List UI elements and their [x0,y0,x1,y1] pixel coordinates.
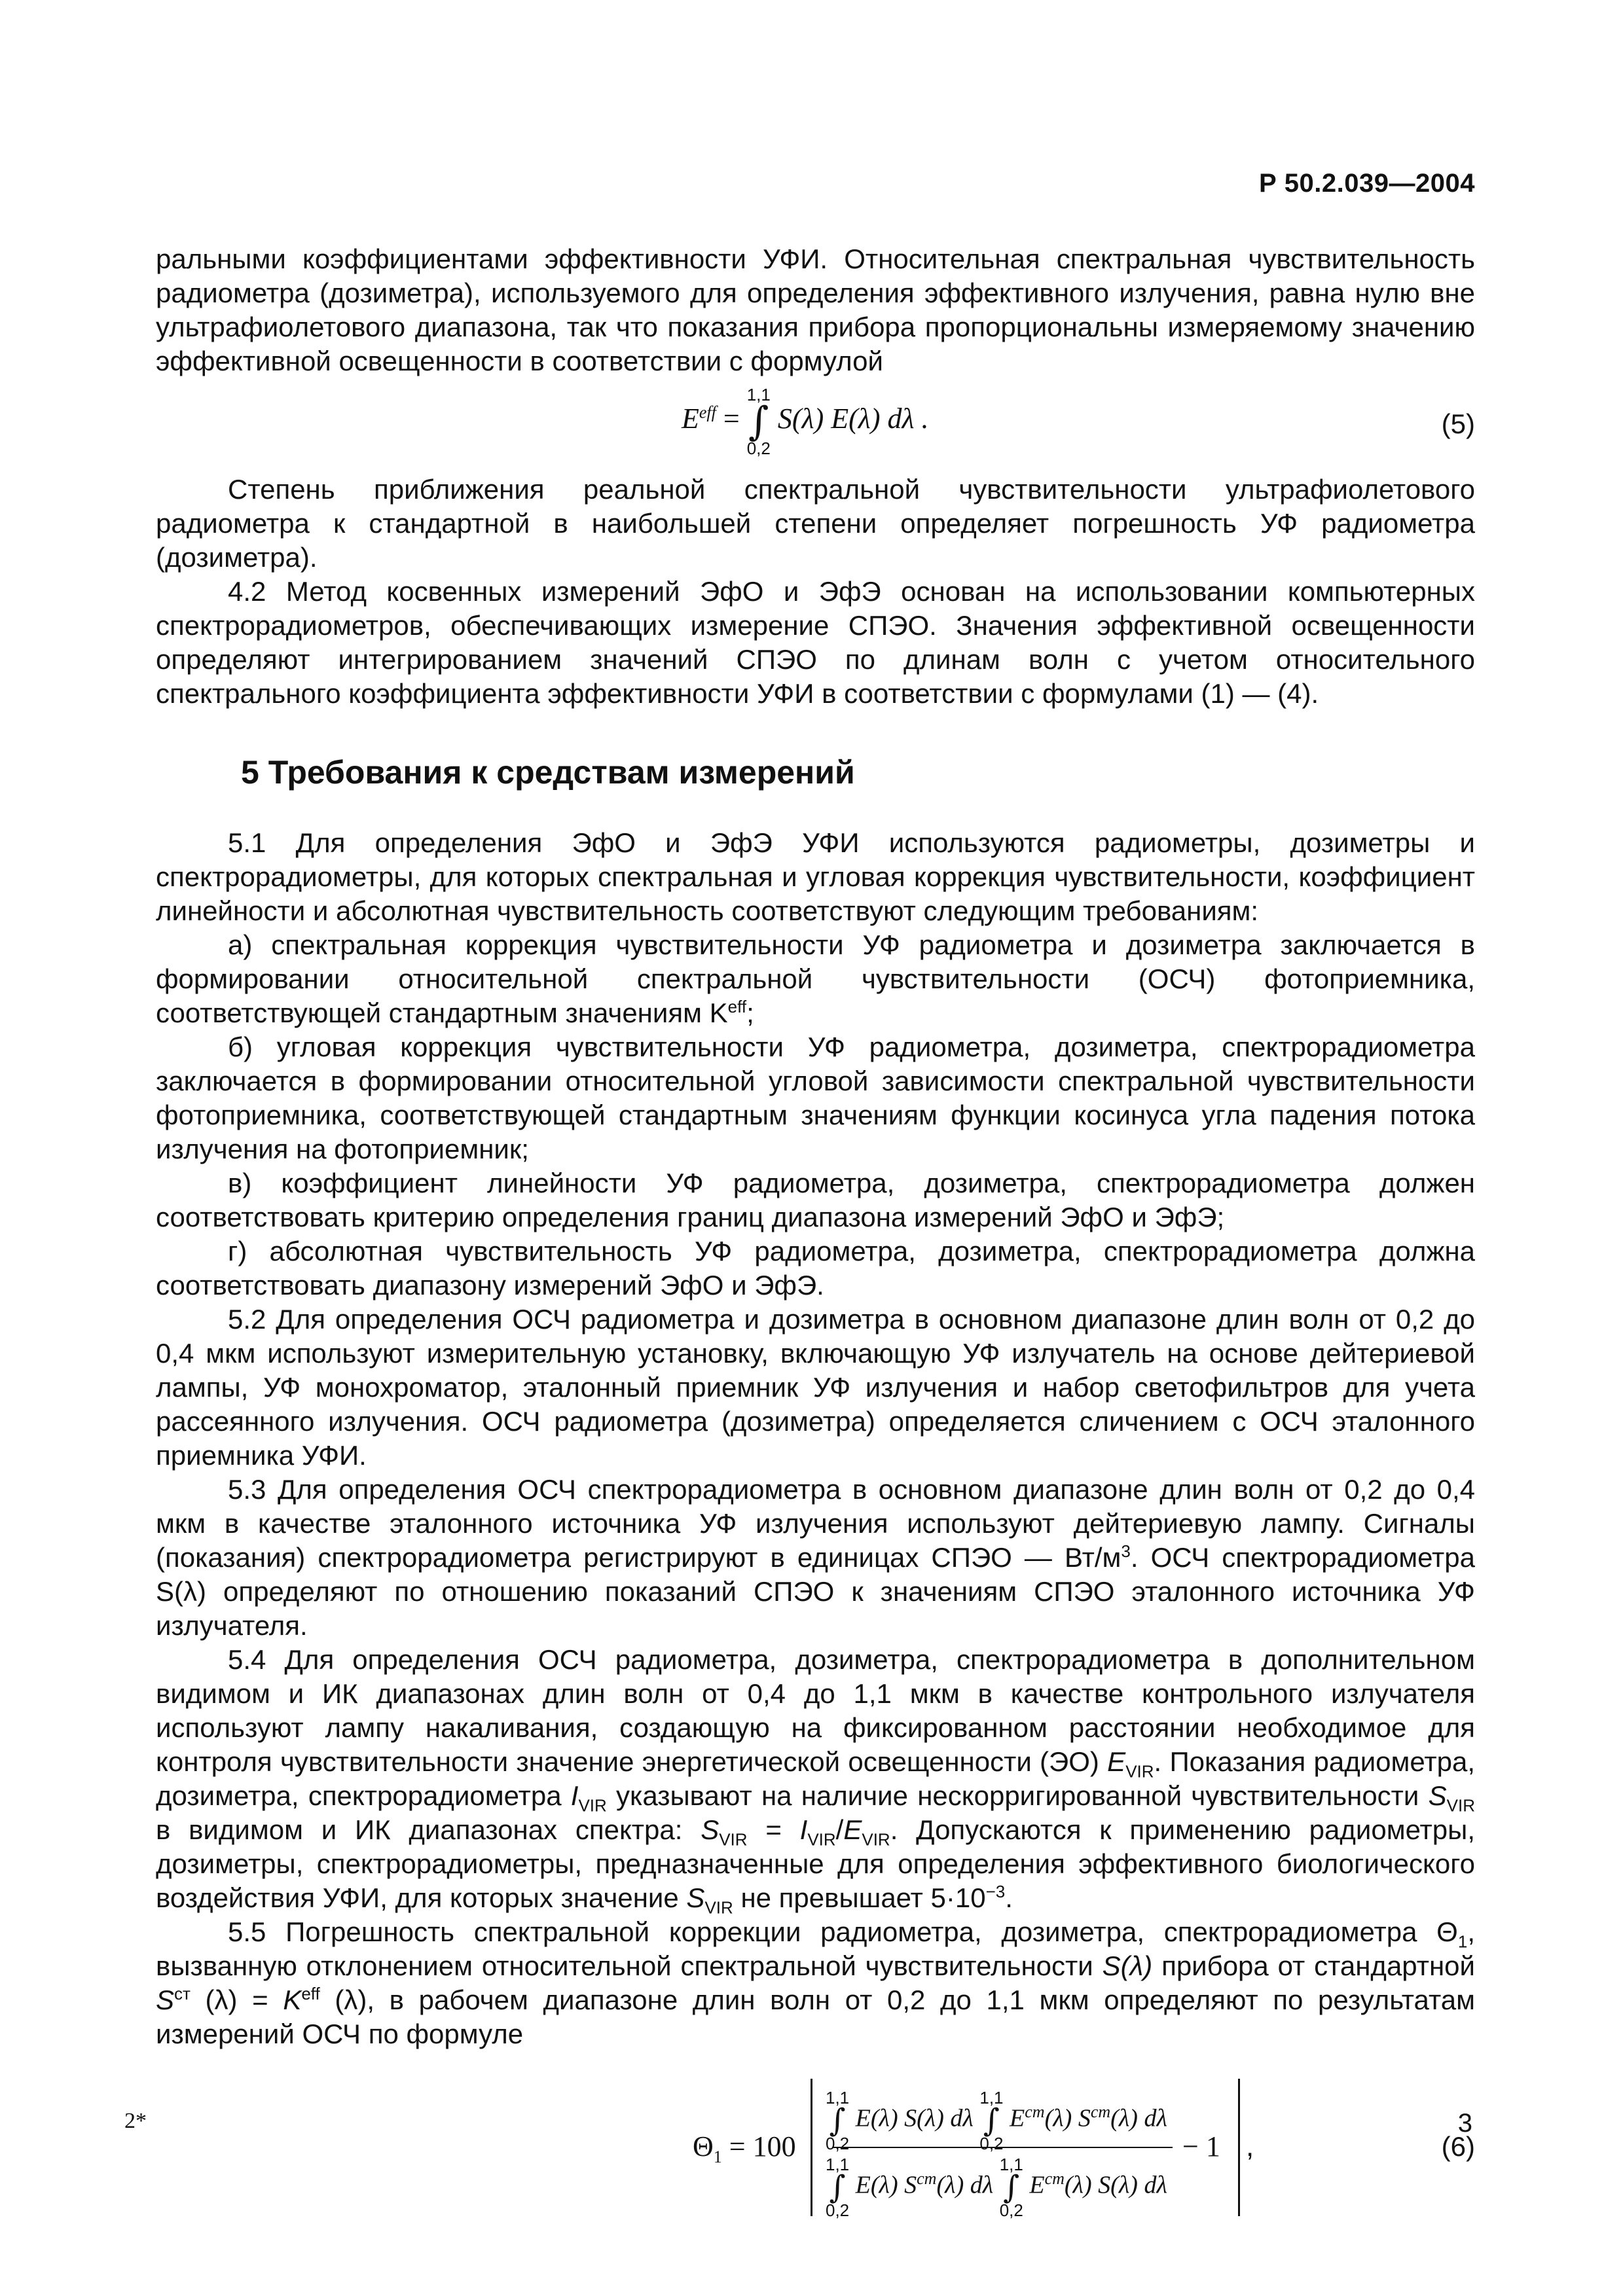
fraction-bar [832,2147,1173,2148]
integrand: S(λ) E(λ) dλ . [777,403,929,435]
paragraph-5-2: 5.2 Для определения ОСЧ радиометра и дозиметра в основном диапазоне длин волн от 0,2 до 0,4 мкм используют измерительную установку, включающую УФ излучатель на основе дейтериевой лампы, УФ монохроматор, эталонный приемник УФ излучения и набор светофильтров для учета рассеянного излучения. ОСЧ радиометра (дозиметра) определяется сличением с ОСЧ эталонного приемника УФИ. [156,1304,1475,1471]
absolute-value-bars [811,2079,1240,2220]
list-item-g: г) абсолютная чувствительность УФ радиометра, дозиметра, спектрорадиометра должна соответствовать диапазону измерений ЭфО и ЭфЭ. [156,1236,1475,1300]
equation-6-comma: , [1246,2130,1254,2162]
document-body [156,242,1475,2223]
list-item-a: а) спектральная коррекция чувствительности УФ радиометра и дозиметра заключается в формировании относительной спектральной чувствительности (ОСЧ) фотоприемника, соответствующей стандартным значениям $K^{eff}$; [156,929,1475,1028]
fraction-numerator: 1,1 ∫ 0,2 E(λ) S(λ) dλ 1,1 ∫ 0,2 $E^{ст}(\lambda)$ $S^{ст}(\lambda)$ dλ [826,2088,1167,2153]
page-number: 3 [1457,2109,1472,2138]
fraction-denominator: 1,1 ∫ 0,2 E(λ) $S^{ст}(\lambda)$ dλ 1,1 ∫ 0,2 $E^{ст}(\lambda)$ S(λ) dλ [826,2155,1167,2220]
integral-sign: 1,1 ∫ 0,2 [746,385,771,458]
paragraph-5-3: 5.3 Для определения ОСЧ спектрорадиометра в основном диапазоне длин волн от 0,2 до 0,4 мкм в качестве эталонного источника УФ излучения используют дейтериевую лампу. Сигналы (показания) спектрорадиометра регистрируют в единицах СПЭО — $Вт/м^3$. ОСЧ спектрорадиометра S(λ) определяют по отношению показаний СПЭО к значениям СПЭО эталонного источника УФ излучателя. [156,1474,1476,1641]
standard-id-header: Р 50.2.039—2004 [1259,169,1475,198]
paragraph-intro: ральными коэффициентами эффективности УФИ. Относительная спектральная чувствительность радиометра (дозиметра), используемого для определения эффективного излучения, равна нулю вне ультрафиолетового диапазона, так что показания прибора пропорциональны измеряемому значению эффективной освещенности в соответствии с формулой [156,243,1475,376]
equation-6-lhs: $\Theta_1 = 100$ [693,2130,796,2166]
section-5-title: 5 Требования к средствам измерений [241,754,855,791]
paragraph-5-1: 5.1 Для определения ЭфО и ЭфЭ УФИ используются радиометры, дозиметры и спектрорадиометры, для которых спектральная и угловая коррекция чувствительности, коэффициент линейности и абсолютная чувствительность соответствуют следующим требованиям: [156,827,1475,926]
equation-number-5: (5) [1441,408,1475,439]
equation-5-expression: $E^{eff}$ = 1,1 ∫ 0,2 S(λ) E(λ) dλ . [682,385,929,458]
minus-one: − 1 [1182,2130,1220,2162]
paragraph-5-4: 5.4 Для определения ОСЧ радиометра, дозиметра, спектрорадиометра в дополнительном видимом и ИК диапазонах длин волн от 0,4 до 1,1 мкм в качестве контрольного излучателя используют лампу накаливания, создающую на фиксированном расстоянии необходимое для контроля чувствительности значение энергетической освещенности (ЭО) $E_{VIR}$. Показания радиометра, дозиметра, спектрорадиометра $I_{VIR}$ указывают на наличие нескорригированной чувствительности $S_{VIR}$ в видимом и ИК диапазонах спектра: $S_{VIR} = I_{VIR}/E_{VIR}$. Допускаются к применению радиометры, дозиметры, спектрорадиометры, предназначенные для определения эффективного биологического воздействия УФИ, для которых значение $S_{VIR}$ не превышает $5\cdot 10^{-3}$. [156,1644,1476,1918]
paragraph-4-2: 4.2 Метод косвенных измерений ЭфО и ЭфЭ основан на использовании компьютерных спектрорадиометров, обеспечивающих измерение СПЭО. Значения эффективной освещенности определяют интегрированием значений СПЭО по длинам волн с учетом относительного спектрального коэффициента эффективности УФИ в соответствии с формулами (1) — (4). [156,576,1475,709]
equation-5 [156,382,1475,466]
list-item-v: в) коэффициент линейности УФ радиометра, дозиметра, спектрорадиометра должен соответствовать критерию определения границ диапазона измерений ЭфО и ЭфЭ; [156,1168,1475,1232]
list-item-b: б) угловая коррекция чувствительности УФ радиометра, дозиметра, спектрорадиометра заключается в формировании относительной угловой зависимости спектральной чувствительности фотоприемника, соответствующей стандартным значениям функции косинуса угла падения потока излучения на фотоприемник; [156,1031,1475,1164]
equation-number-6: (6) [1441,2131,1475,2162]
sheet-mark: 2* [124,2109,147,2133]
paragraph-5-5: 5.5 Погрешность спектральной коррекции радиометра, дозиметра, спектрорадиометра $\Theta_1$, вызванную отклонением относительной спектральной чувствительности S(λ) прибора от стандартной $S^{ст}$ $(\lambda) = K^{eff}$ (λ), в рабочем диапазоне длин волн от 0,2 до 1,1 мкм определяют по результатам измерений ОСЧ по формуле [156,1916,1475,2049]
paragraph-degree: Степень приближения реальной спектральной чувствительности ультрафиолетового радиометра к стандартной в наибольшей степени определяет погрешность УФ радиометра (дозиметра). [156,474,1475,573]
equation-6 [156,2079,1475,2223]
